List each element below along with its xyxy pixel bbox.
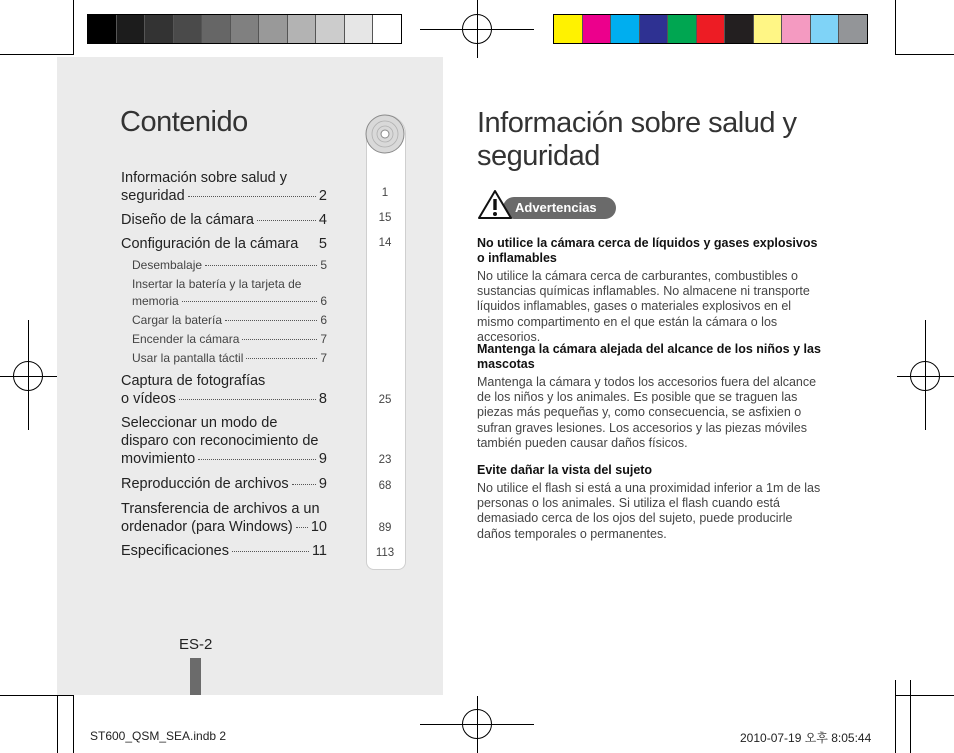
gray-swatch [288,15,317,43]
color-swatch [725,15,754,43]
color-swatch [611,15,640,43]
color-swatch [583,15,612,43]
toc-entry-health-safety[interactable]: Información sobre salud y seguridad 2 [121,170,327,204]
gray-swatch [231,15,260,43]
grayscale-color-bar [87,14,402,44]
toc-entry-capture[interactable]: Captura de fotografías o vídeos 8 [121,373,327,407]
toc-entry-camera-setup[interactable]: Configuración de la cámara 5 [121,236,327,252]
toc-entry-motion-mode[interactable]: Seleccionar un modo de disparo con reconocimiento de movimiento 9 [121,415,327,467]
strip-number: 25 [378,394,392,406]
toc-entry-specifications[interactable]: Especificaciones 11 [121,543,327,559]
color-swatch [839,15,867,43]
warning-badge [503,197,616,219]
disc-icon [364,113,406,155]
body-children-pets: Mantenga la cámara y todos los accesorios fuera del alcance de los niños y los animales. Es posible que se traguen las piezas más pequeñas y, como consecuencia, se asfixien o sufran graves lesiones. Los accesorios y las piezas móviles también pueden causar daños físicos. [477,375,817,450]
toc-sub-insert-battery[interactable]: Insertar la batería y la tarjeta de memoria 6 [132,277,327,308]
color-swatch [668,15,697,43]
heading-explosive-gases: No utilice la cámara cerca de líquidos y gases explosivos o inflamables [477,236,818,265]
footer-timestamp: 2010-07-19 오후 8:05:44 [740,731,872,745]
color-swatch [697,15,726,43]
toc-sub-charge-battery[interactable]: Cargar la batería 6 [132,313,327,327]
gray-swatch [202,15,231,43]
gray-swatch [117,15,146,43]
color-swatch [811,15,840,43]
heading-children-pets: Mantenga la cámara alejada del alcance de los niños y las mascotas [477,342,821,371]
contents-title: Contenido [120,106,248,138]
body-eye-damage: No utilice el flash si está a una proximidad inferior a 1m de las personas o los animales. Si utiliza el flash cuando está demasiado cerca de los ojos del sujeto, puede producirle daños temporales o permanentes. [477,481,821,541]
gray-swatch [88,15,117,43]
gray-swatch [174,15,203,43]
strip-number: 68 [378,480,392,492]
color-swatch [554,15,583,43]
gray-swatch [345,15,374,43]
color-swatch [640,15,669,43]
process-color-bar [553,14,868,44]
page-tab [190,658,201,695]
strip-number: 14 [378,237,392,249]
gray-swatch [373,15,401,43]
toc-entry-playback[interactable]: Reproducción de archivos 9 [121,476,327,492]
gray-swatch [316,15,345,43]
toc-sub-touch-screen[interactable]: Usar la pantalla táctil 7 [132,351,327,365]
page-label: ES-2 [179,636,213,653]
color-swatch [782,15,811,43]
heading-eye-damage: Evite dañar la vista del sujeto [477,463,653,477]
toc-sub-unpacking[interactable]: Desembalaje 5 [132,258,327,272]
gray-swatch [145,15,174,43]
color-swatch [754,15,783,43]
page-number-strip [366,115,406,570]
gray-swatch [259,15,288,43]
toc-sub-power-on[interactable]: Encender la cámara 7 [132,332,327,346]
footer-filename: ST600_QSM_SEA.indb 2 [90,729,227,743]
body-explosive-gases: No utilice la cámara cerca de carburantes, combustibles o sustancias químicas inflamables. No almacene ni transporte líquidos inflamables, gases o materiales explosivos en el mismo compartimento en el que están la cámara o los accesorios. [477,269,810,344]
warning-triangle-icon [477,189,513,221]
section-title: Información sobre salud y seguridad [477,107,797,172]
toc-entry-camera-layout[interactable]: Diseño de la cámara 4 [121,212,327,228]
strip-number: 89 [378,522,392,534]
strip-number: 113 [375,547,395,559]
strip-number: 1 [381,187,389,199]
strip-number: 15 [378,212,392,224]
warning-label: Advertencias [515,200,597,215]
strip-number: 23 [378,454,392,466]
toc-entry-transfer[interactable]: Transferencia de archivos a un ordenador (para Windows) 10 [121,501,327,535]
